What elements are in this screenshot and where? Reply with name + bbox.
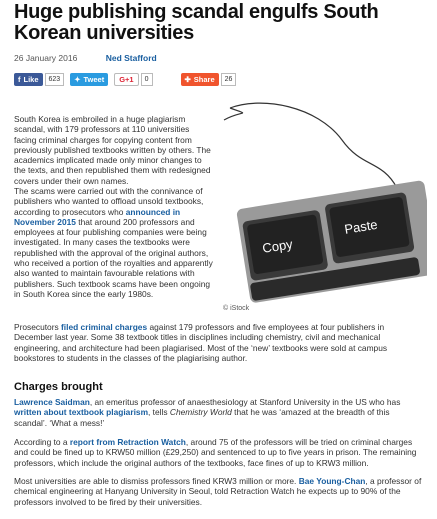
p3-text-b: against 179 professors and five employees at four publishers in December last year. Some 38 textbook titles in disciplines including chemistry, civil and mechanical engineering, and architecture had been plagiarised. Most of the ‘new’ textbooks were sold at campus bookstores to students in the classes of the plagiarising author. bbox=[14, 322, 388, 363]
article-title: Huge publishing scandal engulfs South Korean universities bbox=[14, 1, 379, 44]
copy-key-label: Copy bbox=[261, 236, 294, 256]
bae-young-chan-link[interactable]: Bae Young-Chan bbox=[298, 476, 366, 486]
tweet-label: Tweet bbox=[83, 75, 105, 84]
share-icon: ✚ bbox=[184, 75, 191, 84]
saidman-link[interactable]: Lawrence Saidman bbox=[14, 397, 90, 407]
p3-text-a: Prosecutors bbox=[14, 322, 62, 332]
p5-text-a: According to a bbox=[14, 437, 70, 447]
author-link[interactable]: Ned Stafford bbox=[105, 53, 157, 63]
p4-text-a: , an emeritus professor of anaesthesiology at Stanford University in the US who has bbox=[89, 397, 401, 407]
paragraph-charges bbox=[14, 322, 424, 363]
chemistry-world-text: Chemistry World bbox=[169, 407, 232, 418]
facebook-count: 623 bbox=[45, 73, 65, 86]
section-heading: Charges brought bbox=[14, 381, 103, 393]
google-plus-count: 0 bbox=[141, 73, 153, 86]
tweet-button[interactable] bbox=[70, 73, 108, 86]
p6-text-a: Most universities are able to dismiss professors fined KRW3 million or more. bbox=[14, 476, 299, 486]
filed-charges-link[interactable]: filed criminal charges bbox=[61, 322, 148, 332]
keyboard-image bbox=[222, 100, 427, 316]
share-button[interactable] bbox=[181, 73, 219, 86]
copy-paste-keys-illustration bbox=[222, 100, 427, 316]
p4-text-c: that he was ‘amazed at the breadth of this scandal’. ‘What a mess!’ bbox=[14, 407, 390, 428]
retraction-watch-link[interactable]: report from Retraction Watch bbox=[69, 437, 186, 447]
p2-text-a: The scams were carried out with the connivance of publishers who wanted to offload unsold textbooks, according to prosecutors who bbox=[14, 186, 204, 217]
paragraph-intro: South Korea is embroiled in a huge plagiarism scandal, with 179 professors at 110 universities facing criminal charges for copying content from previously published textbooks written by others. The academics implicated made only minor changes to the texts, and then republished them with redesigned covers under their own names. bbox=[14, 114, 211, 186]
article-meta bbox=[14, 53, 157, 63]
announced-link[interactable]: announced in November 2015 bbox=[14, 206, 181, 227]
share-count: 26 bbox=[221, 73, 237, 86]
p4-text-b: , tells bbox=[148, 407, 170, 418]
share-bar bbox=[14, 72, 242, 87]
facebook-like-button[interactable] bbox=[14, 73, 43, 86]
facebook-icon: f bbox=[18, 75, 21, 84]
paragraph-saidman bbox=[14, 397, 424, 428]
paragraph-scams bbox=[14, 186, 214, 299]
twitter-icon: ✦ bbox=[74, 75, 81, 84]
p2-text-b: that around 200 professors and employees at four publishing companies were being investigated. In many cases the textbooks were republished with the approval of the original authors, who received a portion of the royalties and apparently also wanted to maintain favourable relations with publishers. Such textbook scams have been ongoing in South Korea since the early 1980s. bbox=[14, 216, 213, 299]
paragraph-retraction bbox=[14, 437, 424, 468]
image-credit: © iStock bbox=[223, 305, 250, 312]
paste-key-label: Paste bbox=[343, 216, 379, 237]
google-plus-button[interactable]: G+1 bbox=[114, 73, 138, 86]
p6-text-b: , a professor of chemical engineering at Hanyang University in Seoul, told Retraction Watch he expects up to 90% of the professors involved to be fired by their universities. bbox=[14, 476, 422, 507]
p5-text-b: , around 75 of the professors will be tried on criminal charges and could be fined up to KRW50 million (£29,250) and sentenced to up to five years in prison. The remaining professors, which include the original authors of the textbooks, face fines of up to KRW3 million. bbox=[14, 437, 417, 468]
paragraph-dismissal bbox=[14, 476, 424, 507]
article-date: 26 January 2016 bbox=[14, 53, 78, 63]
facebook-like-label: Like bbox=[23, 75, 39, 84]
share-label: Share bbox=[193, 75, 215, 84]
textbook-plagiarism-link[interactable]: written about textbook plagiarism bbox=[14, 407, 149, 418]
